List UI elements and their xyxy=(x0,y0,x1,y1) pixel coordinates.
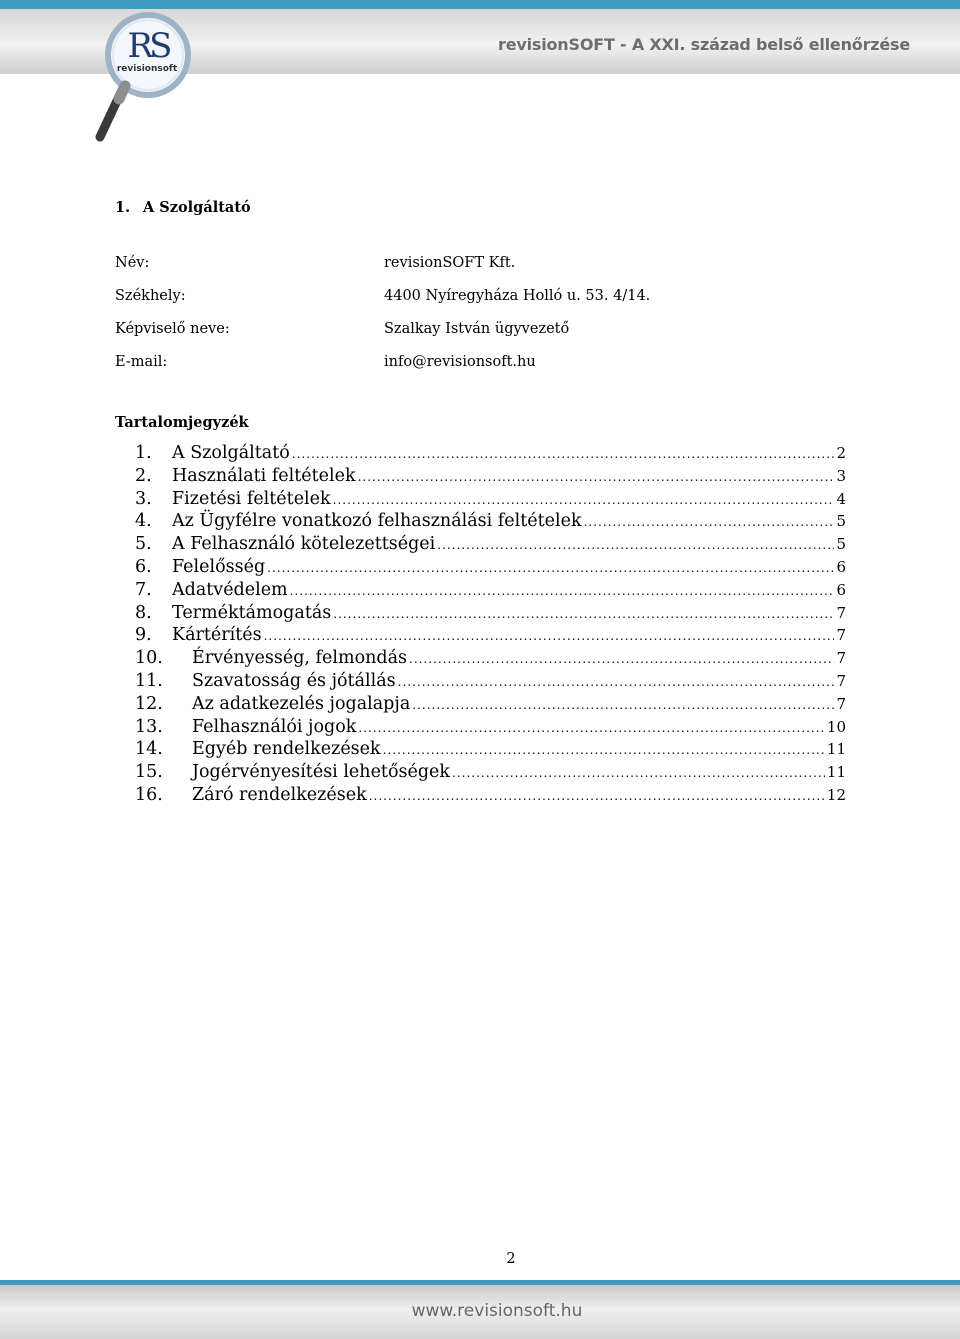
toc-leader xyxy=(358,470,835,484)
toc-text: Adatvédelem xyxy=(172,579,288,600)
toc-entry[interactable] xyxy=(135,648,846,671)
toc-page: 7 xyxy=(836,671,846,690)
toc-text: Záró rendelkezések xyxy=(192,784,367,805)
toc-number: 8. xyxy=(135,602,152,623)
toc-leader xyxy=(584,515,835,529)
toc-entry[interactable] xyxy=(135,785,846,808)
toc-page: 11 xyxy=(826,740,846,759)
toc-leader xyxy=(333,493,835,507)
toc-page: 3 xyxy=(836,466,846,485)
toc-page: 6 xyxy=(836,557,846,576)
toc-text: Felhasználói jogok xyxy=(192,716,357,737)
toc-entry[interactable] xyxy=(135,489,846,512)
table-of-contents xyxy=(135,443,846,808)
toc-text: Az adatkezelés jogalapja xyxy=(192,693,411,714)
toc-leader xyxy=(290,584,835,598)
toc-page: 2 xyxy=(836,444,846,462)
toc-leader xyxy=(333,607,834,621)
page-number: 2 xyxy=(506,1251,516,1267)
toc-entry[interactable] xyxy=(135,762,846,785)
toc-number: 2. xyxy=(135,465,152,486)
toc-leader xyxy=(267,561,834,575)
section-number: 1. xyxy=(115,199,131,216)
toc-page: 7 xyxy=(836,603,846,622)
toc-number: 4. xyxy=(135,511,152,532)
info-label: Képviselő neve: xyxy=(115,321,230,337)
toc-entry[interactable] xyxy=(135,717,846,740)
toc-text: Használati feltételek xyxy=(172,465,356,486)
toc-entry[interactable] xyxy=(135,557,846,580)
toc-entry[interactable] xyxy=(135,443,846,466)
info-value: Szalkay István ügyvezető xyxy=(384,321,570,337)
toc-leader xyxy=(358,721,825,735)
toc-number: 5. xyxy=(135,534,152,555)
toc-number: 11. xyxy=(135,670,163,691)
logo-wordmark: revisionsoft xyxy=(116,64,178,74)
toc-leader xyxy=(398,675,835,689)
toc-page: 11 xyxy=(826,763,846,782)
page-footer xyxy=(0,1280,960,1339)
header-tagline: revisionSOFT - A XXI. század belső ellenőrzése xyxy=(498,35,910,54)
toc-number: 9. xyxy=(135,625,152,646)
info-value: revisionSOFT Kft. xyxy=(384,255,516,271)
info-label: Név: xyxy=(115,255,150,271)
toc-title: Tartalomjegyzék xyxy=(115,414,249,431)
info-label: E-mail: xyxy=(115,354,168,370)
section-heading xyxy=(115,199,251,216)
toc-text: Terméktámogatás xyxy=(172,602,332,623)
toc-entry[interactable] xyxy=(135,694,846,717)
toc-page: 7 xyxy=(836,626,846,645)
toc-text: Érvényesség, felmondás xyxy=(192,648,407,669)
info-label: Székhely: xyxy=(115,288,186,304)
toc-entry[interactable] xyxy=(135,739,846,762)
toc-leader xyxy=(264,629,835,643)
toc-number: 15. xyxy=(135,762,163,783)
toc-number: 10. xyxy=(135,648,163,669)
toc-entry[interactable] xyxy=(135,466,846,489)
toc-page: 12 xyxy=(826,785,846,804)
logo-monogram: RS xyxy=(127,26,169,66)
toc-leader xyxy=(452,766,825,780)
toc-text: Szavatosság és jótállás xyxy=(192,670,396,691)
toc-number: 13. xyxy=(135,716,163,737)
toc-entry[interactable] xyxy=(135,534,846,557)
toc-number: 7. xyxy=(135,579,152,600)
toc-text: A Szolgáltató xyxy=(172,443,290,463)
toc-entry[interactable] xyxy=(135,603,846,626)
info-value: 4400 Nyíregyháza Holló u. 53. 4/14. xyxy=(384,288,651,304)
toc-number: 14. xyxy=(135,739,163,760)
toc-leader xyxy=(369,789,825,803)
toc-number: 12. xyxy=(135,693,163,714)
toc-entry[interactable] xyxy=(135,671,846,694)
toc-text: Kártérítés xyxy=(172,625,262,646)
toc-text: Az Ügyfélre vonatkozó felhasználási feltételek xyxy=(172,511,582,532)
toc-page: 7 xyxy=(836,649,846,668)
toc-leader xyxy=(437,538,834,552)
toc-text: Fizetési feltételek xyxy=(172,488,331,509)
toc-entry[interactable] xyxy=(135,511,846,534)
toc-leader xyxy=(409,652,834,666)
toc-page: 4 xyxy=(836,489,846,508)
toc-number: 6. xyxy=(135,556,152,577)
toc-leader xyxy=(383,743,825,757)
toc-page: 10 xyxy=(826,717,846,736)
section-title: A Szolgáltató xyxy=(143,199,251,216)
toc-text: Jogérvényesítési lehetőségek xyxy=(192,762,450,783)
toc-number: 16. xyxy=(135,784,163,805)
toc-number: 3. xyxy=(135,488,152,509)
toc-entry[interactable] xyxy=(135,625,846,648)
toc-page: 5 xyxy=(836,535,846,554)
toc-page: 6 xyxy=(836,580,846,599)
toc-text: A Felhasználó kötelezettségei xyxy=(172,534,436,555)
toc-text: Egyéb rendelkezések xyxy=(192,739,381,760)
toc-page: 5 xyxy=(836,512,846,531)
toc-page: 7 xyxy=(836,694,846,713)
toc-entry[interactable] xyxy=(135,580,846,603)
footer-url[interactable]: www.revisionsoft.hu xyxy=(411,1301,583,1321)
toc-number: 1. xyxy=(135,443,152,463)
toc-text: Felelősség xyxy=(172,556,266,577)
email-link[interactable]: info@revisionsoft.hu xyxy=(384,354,536,370)
toc-leader xyxy=(412,698,834,712)
toc-leader xyxy=(292,447,835,461)
